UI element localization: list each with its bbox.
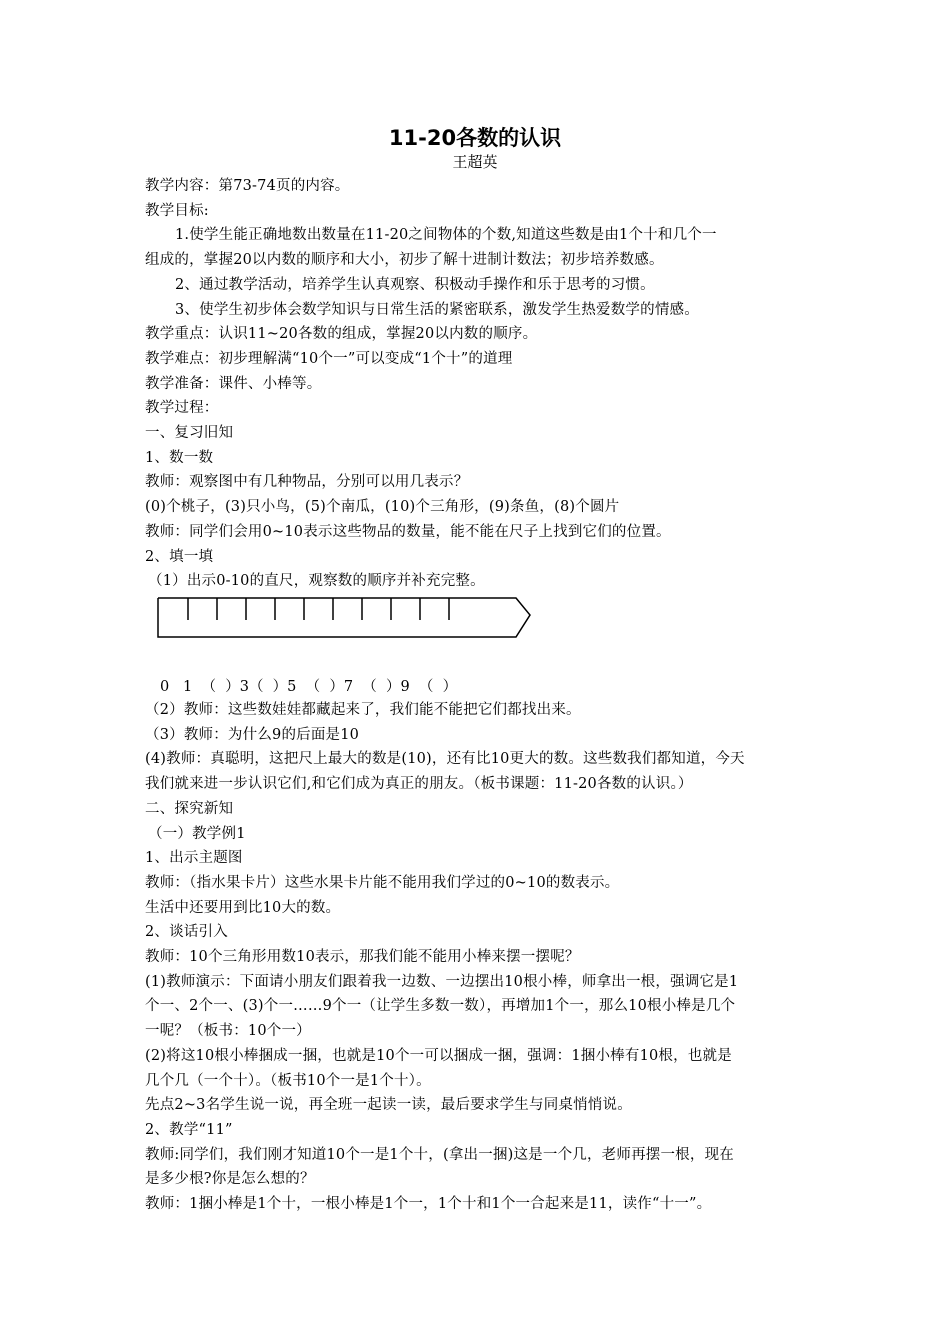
text-line: 1.使学生能正确地数出数量在11-20之间物体的个数,知道这些数是由1个十和几个一	[175, 227, 717, 244]
text-line: 教师:同学们，我们刚才知道10个一是1个十，(拿出一捆)这是一个几，老师再摆一根，现在	[145, 1146, 734, 1163]
text-line: 教学内容：第73-74页的内容。	[145, 178, 350, 194]
text-line: 个一、2个一、(3)个一……9个一（让学生多数一数），再增加1个一，那么10根小棒是几个	[145, 998, 736, 1015]
text-line: 1、数一数	[145, 449, 214, 466]
author-name: 王超英	[452, 153, 498, 171]
section-lower	[145, 698, 810, 1217]
text-line: 2、教学“11”	[145, 1121, 233, 1138]
ruler-diagram	[156, 595, 536, 645]
text-line: 几个几（一个十）。（板书10个一是1个十）。	[145, 1072, 431, 1089]
text-line: (2)将这10根小棒捆成一捆，也就是10个一可以捆成一捆，强调：1捆小棒有10根，也就是	[145, 1047, 732, 1064]
text-line: （2）教师：这些数娃娃都藏起来了，我们能不能把它们都找出来。	[145, 702, 581, 718]
ruler-number-row: 0 1 （ ）3（ ）5 （ ）7 （ ）9 （ ）	[160, 679, 458, 695]
text-line: 1、出示主题图	[145, 850, 243, 867]
text-line: 二、探究新知	[145, 800, 234, 817]
section-upper	[145, 174, 810, 594]
text-line: 组成的，掌握20以内数的顺序和大小，初步了解十进制计数法；初步培养数感。	[145, 252, 664, 269]
text-line: 2、填一填	[145, 548, 214, 565]
text-line: 先点2~3名学生说一说，再全班一起读一读，最后要求学生与同桌悄悄说。	[145, 1097, 632, 1114]
text-line: 一、复习旧知	[145, 425, 234, 442]
text-line: 教学难点：初步理解满“10个一”可以变成“1个十”的道理	[145, 350, 513, 367]
document-title: 11-20各数的认识	[388, 126, 562, 150]
text-line: 生活中还要用到比10大的数。	[145, 899, 341, 916]
text-line: 教师：10个三角形用数10表示，那我们能不能用小棒来摆一摆呢？	[145, 949, 580, 966]
text-line: 3、使学生初步体会数学知识与日常生活的紧密联系，激发学生热爱数学的情感。	[175, 301, 699, 318]
text-line: 教师：同学们会用0~10表示这些物品的数量，能不能在尺子上找到它们的位置。	[145, 523, 671, 540]
text-line: (1)教师演示：下面请小朋友们跟着我一边数、一边摆出10根小棒，师拿出一根，强调它是1	[145, 973, 739, 990]
text-line: (0)个桃子，(3)只小鸟，(5)个南瓜，(10)个三角形，(9)条鱼，(8)个圆片	[145, 499, 620, 516]
text-line: 教学目标:	[145, 202, 209, 219]
text-line: 教师：（指水果卡片）这些水果卡片能不能用我们学过的0~10的数表示。	[145, 874, 620, 891]
text-line: (4)教师：真聪明，这把尺上最大的数是(10)，还有比10更大的数。这些数我们都知道，今天	[145, 751, 745, 768]
text-line: 教学准备：课件、小棒等。	[145, 375, 322, 392]
ruler-outline	[158, 598, 530, 637]
text-line: 2、通过教学活动，培养学生认真观察、积极动手操作和乐于思考的习惯。	[175, 276, 655, 293]
text-line: 教学过程：	[145, 400, 219, 417]
text-line: （一）教学例1	[148, 825, 246, 842]
text-line: 是多少根?你是怎么想的？	[145, 1171, 315, 1188]
text-line: （3）教师：为什么9的后面是10	[145, 726, 360, 743]
text-line: 2、谈话引入	[145, 924, 228, 941]
text-line: 一呢？（板书：10个一）	[145, 1023, 311, 1040]
text-line: 教师：观察图中有几种物品，分别可以用几表示？	[145, 474, 469, 491]
text-line: 教师：1捆小棒是1个十，一根小棒是1个一，1个十和1个一合起来是11，读作“十一”。	[145, 1196, 712, 1213]
ruler-ticks	[188, 598, 449, 620]
text-line: 我们就来进一步认识它们,和它们成为真正的朋友。（板书课题：11-20各数的认识。）	[145, 776, 693, 793]
text-line: （1）出示0-10的直尺，观察数的顺序并补充完整。	[148, 573, 485, 590]
text-line: 教学重点：认识11~20各数的组成，掌握20以内数的顺序。	[145, 326, 538, 343]
